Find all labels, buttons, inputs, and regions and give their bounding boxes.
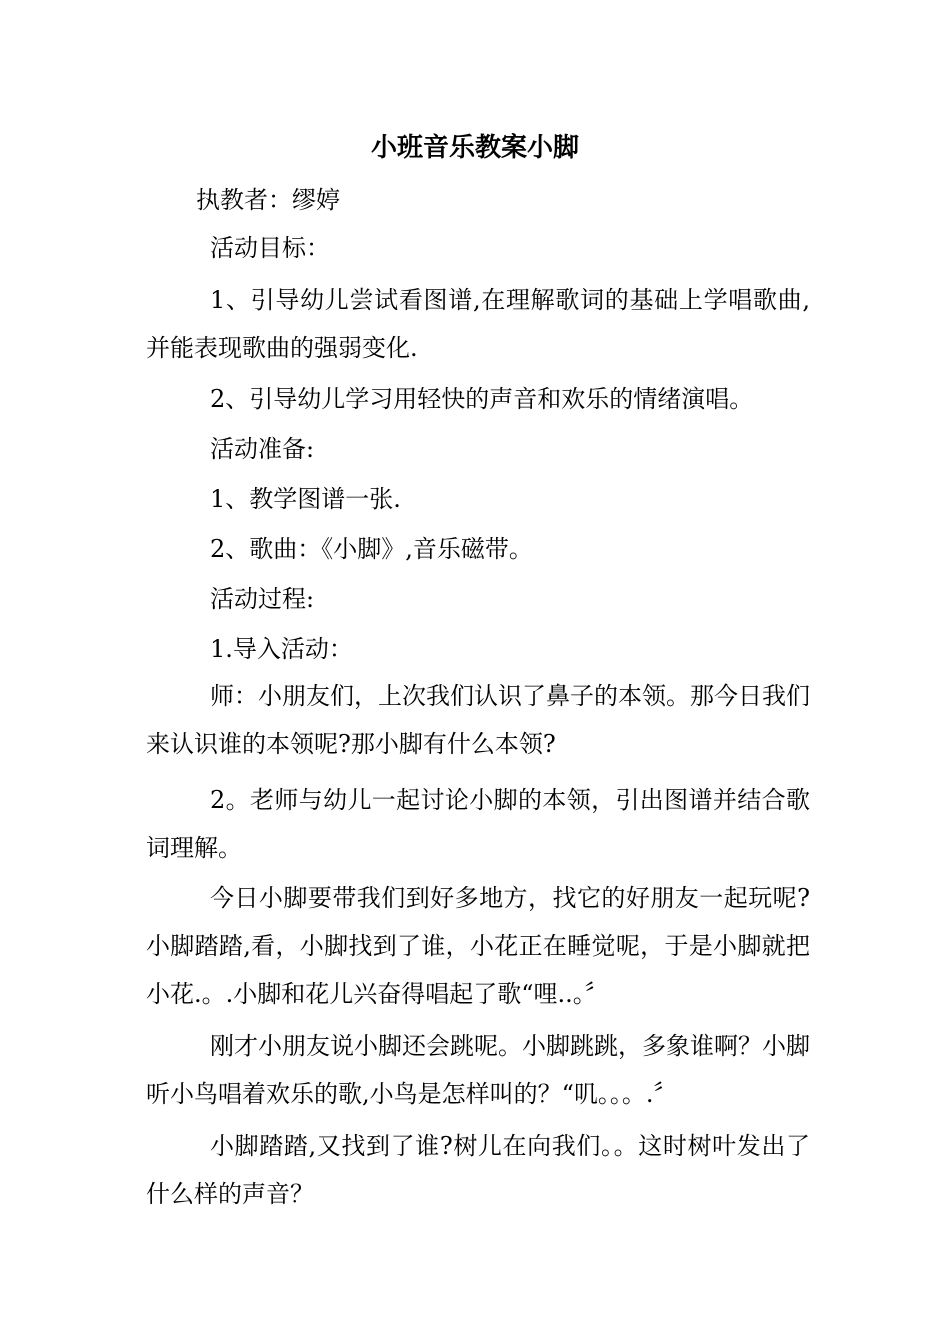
paragraph-flower: 今日小脚要带我们到好多地方，找它的好朋友一起玩呢?小脚踏踏,看，小脚找到了谁，小花正在睡觉呢，于是小脚就把小花.。.小脚和花儿兴奋得唱起了歌“哩..。〞 [146, 884, 810, 1008]
teacher-line: 执教者：缪婷 [196, 186, 340, 214]
paragraph-intro: 师：小朋友们，上次我们认识了鼻子的本领。那今日我们来认识谁的本领呢?那小脚有什么本领? [146, 682, 810, 758]
prep-item-1: 1、教学图谱一张. [210, 485, 401, 513]
paragraph-bird: 刚才小朋友说小脚还会跳呢。小脚跳跳，多象谁啊？小脚听小鸟唱着欢乐的歌,小鸟是怎样叫的？“叽。。。.〞 [146, 1032, 810, 1108]
goals-heading: 活动目标： [210, 234, 330, 262]
process-heading: 活动过程: [210, 585, 315, 613]
prep-item-2: 2、歌曲：《小脚》,音乐磁带。 [210, 535, 533, 563]
prep-heading: 活动准备: [210, 435, 315, 463]
paragraph-tree: 小脚踏踏,又找到了谁?树儿在向我们。。这时树叶发出了什么样的声音？ [146, 1132, 810, 1208]
paragraph-discussion: 2。老师与幼儿一起讨论小脚的本领，引出图谱并结合歌词理解。 [146, 786, 810, 862]
process-step-1: 1.导入活动： [210, 635, 353, 663]
goal-item-2: 2、引导幼儿学习用轻快的声音和欢乐的情绪演唱。 [210, 385, 754, 413]
document-title: 小班音乐教案小脚 [370, 133, 579, 163]
goal-item-1: 1、引导幼儿尝试看图谱,在理解歌词的基础上学唱歌曲,并能表现歌曲的强弱变化. [146, 286, 810, 362]
